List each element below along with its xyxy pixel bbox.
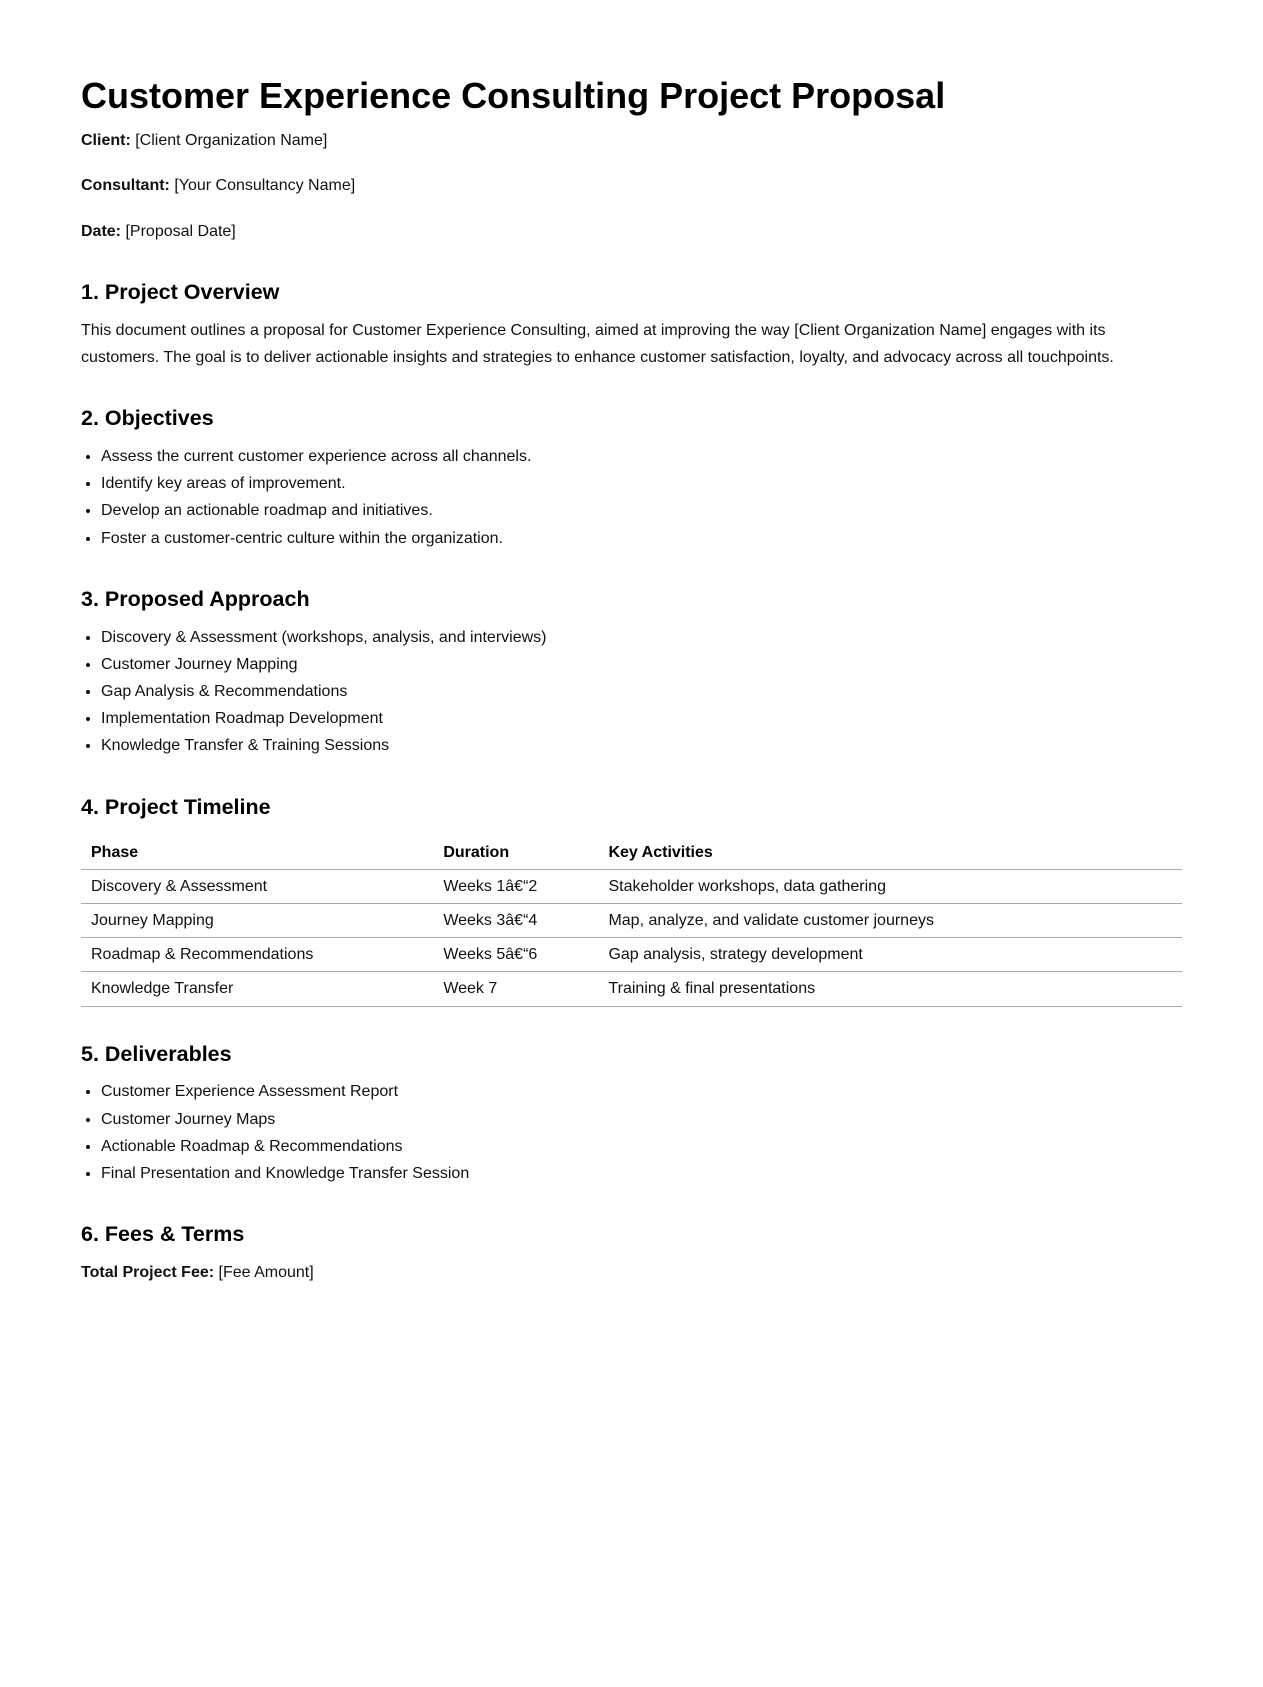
section-project-overview — [81, 279, 1182, 371]
section-heading: 4. Project Timeline — [81, 794, 271, 819]
meta-client-label: Client: — [81, 132, 131, 150]
list-item: • Customer Experience Assessment Report — [101, 1078, 1182, 1105]
list-item: • Customer Journey Maps — [101, 1106, 1182, 1133]
meta-date-value: [Proposal Date] — [125, 222, 236, 240]
cell-key-activities: Stakeholder workshops, data gathering — [598, 869, 1182, 903]
section-project-timeline — [81, 794, 1182, 1007]
cell-phase: Knowledge Transfer — [81, 972, 433, 1006]
list-item: • Identify key areas of improvement. — [101, 470, 1182, 497]
cell-duration: Week 7 — [433, 972, 598, 1006]
cell-duration: Weeks 1â€“2 — [433, 869, 598, 903]
section-objectives — [81, 405, 1182, 552]
cell-key-activities: Training & final presentations — [598, 972, 1182, 1006]
list-item: • Assess the current customer experience across all channels. — [101, 443, 1182, 470]
deliverables-list — [81, 1078, 1182, 1187]
overview-paragraph: This document outlines a proposal for Customer Experience Consulting, aimed at improving the way [Client Organization Name] engages with its customers. The goal is to deliver actionable insights and strategies to enhance customer satisfaction, loyalty, and advocacy across all touchpoints. — [81, 321, 1114, 366]
approach-list — [81, 624, 1182, 760]
list-item: • Foster a customer-centric culture within the organization. — [101, 525, 1182, 552]
table-row — [81, 869, 1182, 903]
cell-phase: Discovery & Assessment — [81, 869, 433, 903]
section-heading: 3. Proposed Approach — [81, 586, 310, 611]
column-header-duration: Duration — [433, 836, 598, 870]
cell-duration: Weeks 5â€“6 — [433, 938, 598, 972]
list-item: • Actionable Roadmap & Recommendations — [101, 1133, 1182, 1160]
cell-phase: Journey Mapping — [81, 903, 433, 937]
section-fees-and-terms — [81, 1221, 1182, 1286]
objectives-list — [81, 443, 1182, 552]
meta-date — [81, 218, 1182, 245]
column-header-key-activities: Key Activities — [598, 836, 1182, 870]
section-heading: 2. Objectives — [81, 406, 214, 431]
list-item: • Develop an actionable roadmap and initiatives. — [101, 497, 1182, 524]
list-item: • Discovery & Assessment (workshops, analysis, and interviews) — [101, 624, 1182, 651]
table-row — [81, 938, 1182, 972]
cell-duration: Weeks 3â€“4 — [433, 903, 598, 937]
cell-phase: Roadmap & Recommendations — [81, 938, 433, 972]
fee-label: Total Project Fee: — [81, 1264, 215, 1282]
meta-client-value: [Client Organization Name] — [135, 132, 328, 150]
cell-key-activities: Gap analysis, strategy development — [598, 938, 1182, 972]
cell-key-activities: Map, analyze, and validate customer journeys — [598, 903, 1182, 937]
list-item: • Knowledge Transfer & Training Sessions — [101, 732, 1182, 759]
document-title: Customer Experience Consulting Project Proposal — [81, 75, 946, 116]
table-header-row — [81, 836, 1182, 870]
section-deliverables — [81, 1041, 1182, 1188]
section-heading: 5. Deliverables — [81, 1041, 232, 1066]
meta-date-label: Date: — [81, 222, 122, 240]
section-heading: 1. Project Overview — [81, 279, 280, 304]
list-item: • Implementation Roadmap Development — [101, 705, 1182, 732]
total-project-fee — [81, 1259, 1182, 1286]
section-heading: 6. Fees & Terms — [81, 1222, 245, 1247]
meta-consultant-label: Consultant: — [81, 177, 170, 195]
section-proposed-approach — [81, 586, 1182, 760]
proposal-meta — [81, 127, 1182, 245]
meta-consultant — [81, 172, 1182, 199]
meta-consultant-value: [Your Consultancy Name] — [174, 177, 356, 195]
meta-client — [81, 127, 1182, 154]
table-row — [81, 972, 1182, 1006]
fee-value: [Fee Amount] — [218, 1264, 314, 1282]
table-row — [81, 903, 1182, 937]
list-item: • Gap Analysis & Recommendations — [101, 678, 1182, 705]
list-item: • Final Presentation and Knowledge Transfer Session — [101, 1160, 1182, 1187]
timeline-table — [81, 836, 1182, 1007]
list-item: • Customer Journey Mapping — [101, 651, 1182, 678]
column-header-phase: Phase — [81, 836, 433, 870]
